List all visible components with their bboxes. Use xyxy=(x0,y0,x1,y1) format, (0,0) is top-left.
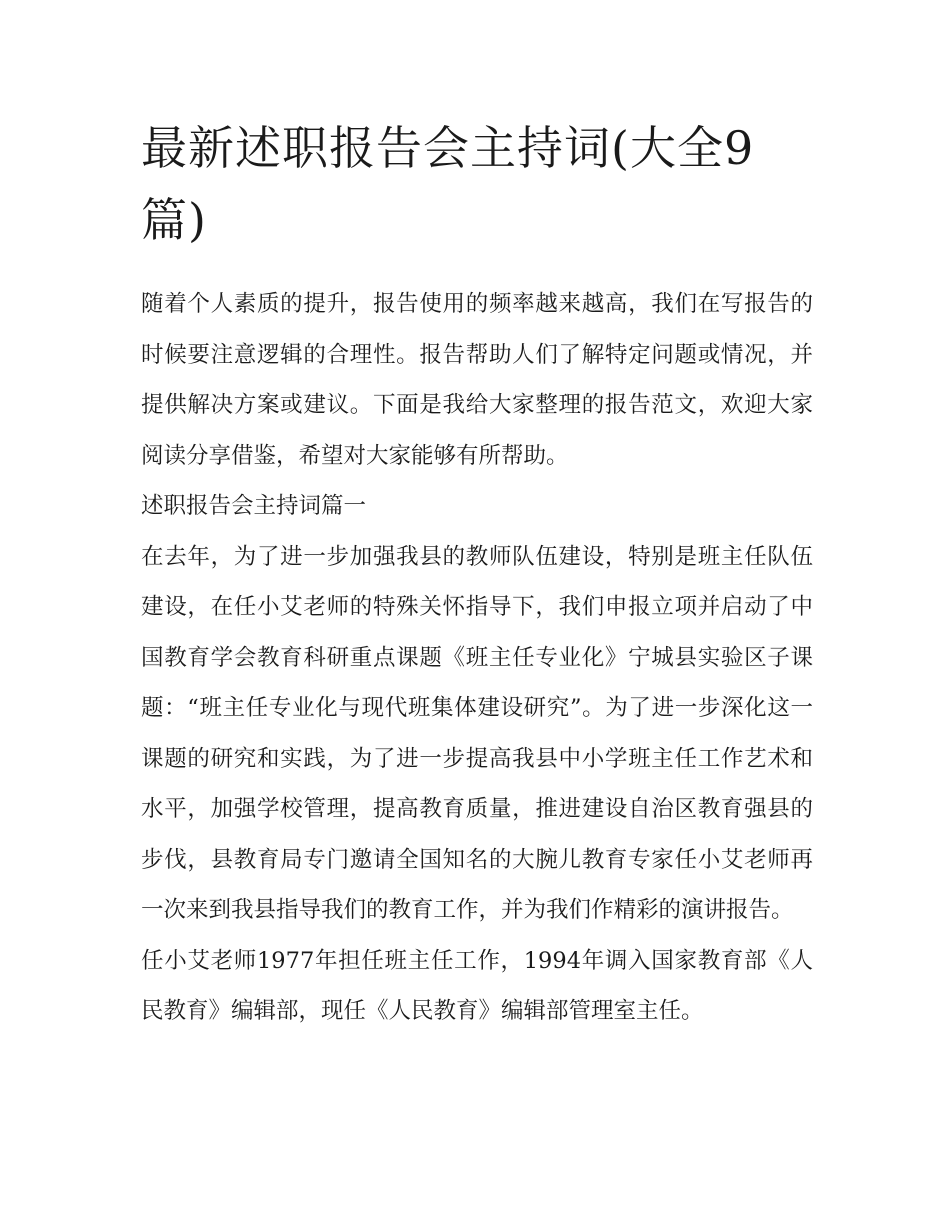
document-body xyxy=(141,112,813,1037)
intro-paragraph: 随着个人素质的提升，报告使用的频率越来越高，我们在写报告的时候要注意逻辑的合理性。报告帮助人们了解特定问题或情况，并提供解决方案或建议。下面是我给大家整理的报告范文，欢迎大家阅读分享借鉴，希望对大家能够有所帮助。 xyxy=(141,291,813,469)
section-heading: 述职报告会主持词篇一 xyxy=(141,493,367,519)
body-paragraph: 任小艾老师1977年担任班主任工作，1994年调入国家教育部《人民教育》编辑部，现任《人民教育》编辑部管理室主任。 xyxy=(141,947,813,1024)
body-paragraph: 在去年，为了进一步加强我县的教师队伍建设，特别是班主任队伍建设，在任小艾老师的特殊关怀指导下，我们申报立项并启动了中国教育学会教育科研重点课题《班主任专业化》宁城县实验区子课题：“班主任专业化与现代班集体建设研究”。为了进一步深化这一课题的研究和实践，为了进一步提高我县中小学班主任工作艺术和水平，加强学校管理，提高教育质量，推进建设自治区教育强县的步伐，县教育局专门邀请全国知名的大腕儿教育专家任小艾老师再一次来到我县指导我们的教育工作，并为我们作精彩的演讲报告。 xyxy=(141,543,813,923)
document-title: 最新述职报告会主持词(大全9篇) xyxy=(141,121,755,247)
